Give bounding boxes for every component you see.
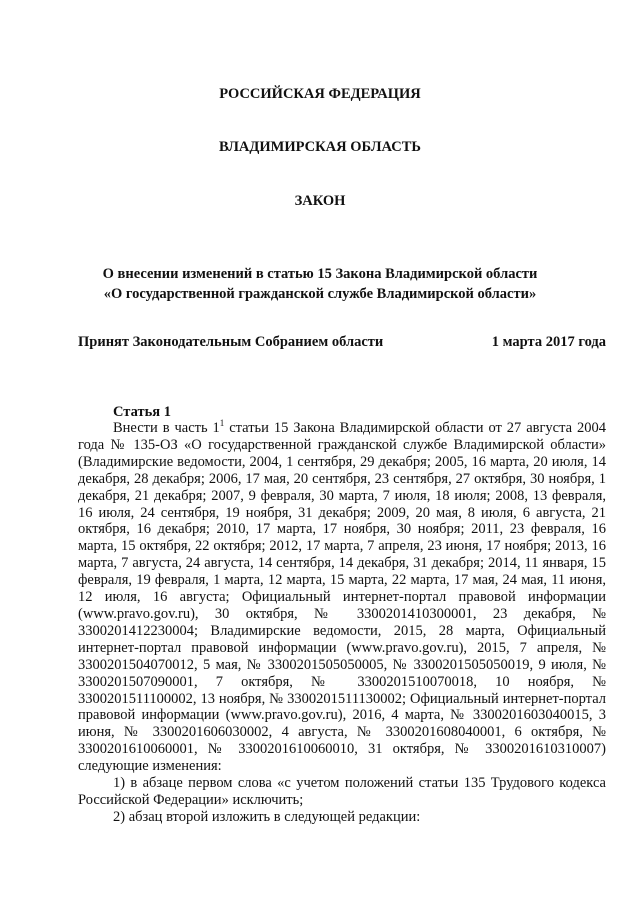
article-heading: Статья 1 <box>113 404 171 420</box>
article-item-1: 1) в абзаце первом слова «с учетом положений статьи 135 Трудового кодекса Российской Федерации» исключить; <box>78 775 606 808</box>
article-item-2: 2) абзац второй изложить в следующей редакции: <box>113 808 421 825</box>
intro-text-b: статьи 15 Закона Владимирской области от 27 августа 2004 года № 135-ОЗ «О государственной гражданской службе Владимирской области» (Владимирские ведомости, 2004, 1 сентября, 29 декабря; 2005, 16 марта, 20 июля, 14 декабря, 28 декабря; 2006, 17 мая, 20 сентября, 23 сентября, 27 октября, 30 ноября, 1 декабря, 21 декабря; 2007, 9 февраля, 30 марта, 7 июля, 18 июля; 2008, 13 февраля, 16 июля, 24 сентября, 19 ноября, 31 декабря; 2009, 20 мая, 8 июля, 6 августа, 21 октября, 16 декабря; 2010, 17 марта, 17 ноября, 30 ноября; 2011, 23 февраля, 16 марта, 15 октября, 22 октября; 2012, 17 марта, 7 апреля, 23 июня, 17 ноября; 2013, 16 марта, 7 августа, 24 августа, 14 сентября, 14 декабря, 31 декабря; 2014, 11 января, 15 февраля, 19 февраля, 1 марта, 12 марта, 15 марта, 22 марта, 17 мая, 24 мая, 11 июня, 12 июля, 16 августа; Официальный интернет-портал правовой информации (www.pravo.gov.ru), 30 октября, № 3300201410300001, 23 декабря, № 3300201412230004; Владимирские ведомости, 2015, 28 марта, Официальный интернет-портал правовой информации (www.pravo.gov.ru), 2015, 7 апреля, № 3300201504070012, 5 мая, № 3300201505050005, № 3300201505050019, 9 июля, № 3300201507090001, 7 октября, № 3300201510070018, 10 ноября, № 3300201511100002, 13 ноября, № 3300201511130002; Официальный интернет-портал правовой информации (www.pravo.gov.ru), 2016, 4 марта, № 3300201603040015, 3 июня, № 3300201606030002, 4 августа, № 3300201608040001, 6 октября, № 3300201610060001, № 3300201610060010, 31 октября, № 3300201610310007) следующие изменения: <box>78 420 606 775</box>
law-title-line-2: «О государственной гражданской службе Владимирской области» <box>103 286 537 302</box>
article-intro-paragraph <box>78 420 606 775</box>
adopted-by: Принят Законодательным Собранием области <box>78 334 384 350</box>
intro-text-a: Внести в часть 1 <box>113 420 220 436</box>
article-body <box>78 420 606 826</box>
law-title <box>40 264 600 304</box>
country-heading: РОССИЙСКАЯ ФЕДЕРАЦИЯ <box>219 86 421 102</box>
adoption-line <box>78 334 606 351</box>
adoption-date: 1 марта 2017 года <box>491 334 606 350</box>
law-title-line-1: О внесении изменений в статью 15 Закона Владимирской области <box>102 266 538 282</box>
doc-type-heading: ЗАКОН <box>294 193 346 209</box>
region-heading: ВЛАДИМИРСКАЯ ОБЛАСТЬ <box>219 139 421 155</box>
intro-superscript: 1 <box>219 418 225 429</box>
